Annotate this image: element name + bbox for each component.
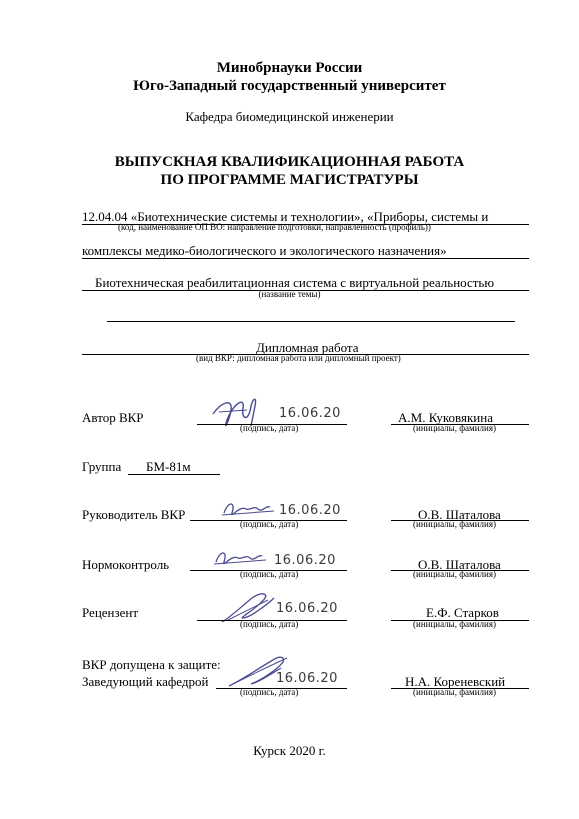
vkr-kind-hint: (вид ВКР: дипломная работа или дипломный проект) bbox=[196, 353, 401, 363]
role-supervisor: Руководитель ВКР bbox=[82, 507, 186, 522]
date-supervisor: 16.06.20 bbox=[279, 503, 341, 518]
group-value: БМ-81м bbox=[146, 459, 191, 474]
work-title-line2: ПО ПРОГРАММЕ МАГИСТРАТУРЫ bbox=[160, 172, 419, 188]
date-reviewer: 16.06.20 bbox=[276, 601, 338, 616]
role-normocontrol: Нормоконтроль bbox=[82, 557, 170, 572]
name-supervisor: О.В. Шаталова bbox=[418, 507, 501, 522]
topic-text: Биотехническая реабилитационная система с виртуальной реальностью bbox=[95, 275, 495, 290]
work-title-line1: ВЫПУСКНАЯ КВАЛИФИКАЦИОННАЯ РАБОТА bbox=[114, 154, 465, 170]
admission-label: ВКР допущена к защите: bbox=[82, 657, 221, 672]
program-underline-2 bbox=[82, 258, 529, 259]
topic-extra-line bbox=[107, 321, 515, 322]
date-author: 16.06.20 bbox=[279, 406, 341, 421]
date-normocontrol: 16.06.20 bbox=[274, 553, 336, 568]
name-head: Н.А. Кореневский bbox=[405, 674, 506, 689]
group-label: Группа bbox=[82, 459, 122, 474]
role-author: Автор ВКР bbox=[82, 410, 144, 425]
program-line1: 12.04.04 «Биотехнические системы и технологии», «Приборы, системы и bbox=[82, 209, 489, 224]
ministry-name: Минобрнауки России bbox=[216, 60, 363, 76]
program-hint: (код, наименование ОП ВО: направление подготовки, направленность (профиль)) bbox=[118, 222, 431, 232]
program-line2: комплексы медико-биологического и экологического назначения» bbox=[82, 243, 447, 258]
name-hint-supervisor: (инициалы, фамилия) bbox=[413, 519, 496, 529]
signature-hint-head: (подпись, дата) bbox=[240, 687, 299, 697]
name-hint-normocontrol: (инициалы, фамилия) bbox=[413, 569, 496, 579]
group-underline bbox=[128, 474, 220, 475]
role-reviewer: Рецензент bbox=[82, 605, 139, 620]
date-head: 16.06.20 bbox=[276, 671, 338, 686]
topic-hint: (название темы) bbox=[258, 289, 321, 299]
role-head: Заведующий кафедрой bbox=[82, 674, 209, 689]
name-hint-head: (инициалы, фамилия) bbox=[413, 687, 496, 697]
name-author: А.М. Куковякина bbox=[398, 410, 493, 425]
name-hint-reviewer: (инициалы, фамилия) bbox=[413, 619, 496, 629]
university-name: Юго-Западный государственный университет bbox=[133, 78, 446, 94]
name-hint-author: (инициалы, фамилия) bbox=[413, 423, 496, 433]
city-year: Курск 2020 г. bbox=[253, 743, 326, 758]
signature-hint-reviewer: (подпись, дата) bbox=[240, 619, 299, 629]
name-normocontrol: О.В. Шаталова bbox=[418, 557, 501, 572]
signature-hint-supervisor: (подпись, дата) bbox=[240, 519, 299, 529]
department-name: Кафедра биомедицинской инженерии bbox=[185, 109, 394, 124]
vkr-kind-text: Дипломная работа bbox=[256, 340, 359, 355]
signature-hint-normocontrol: (подпись, дата) bbox=[240, 569, 299, 579]
signature-hint-author: (подпись, дата) bbox=[240, 423, 299, 433]
name-reviewer: Е.Ф. Старков bbox=[426, 605, 499, 620]
